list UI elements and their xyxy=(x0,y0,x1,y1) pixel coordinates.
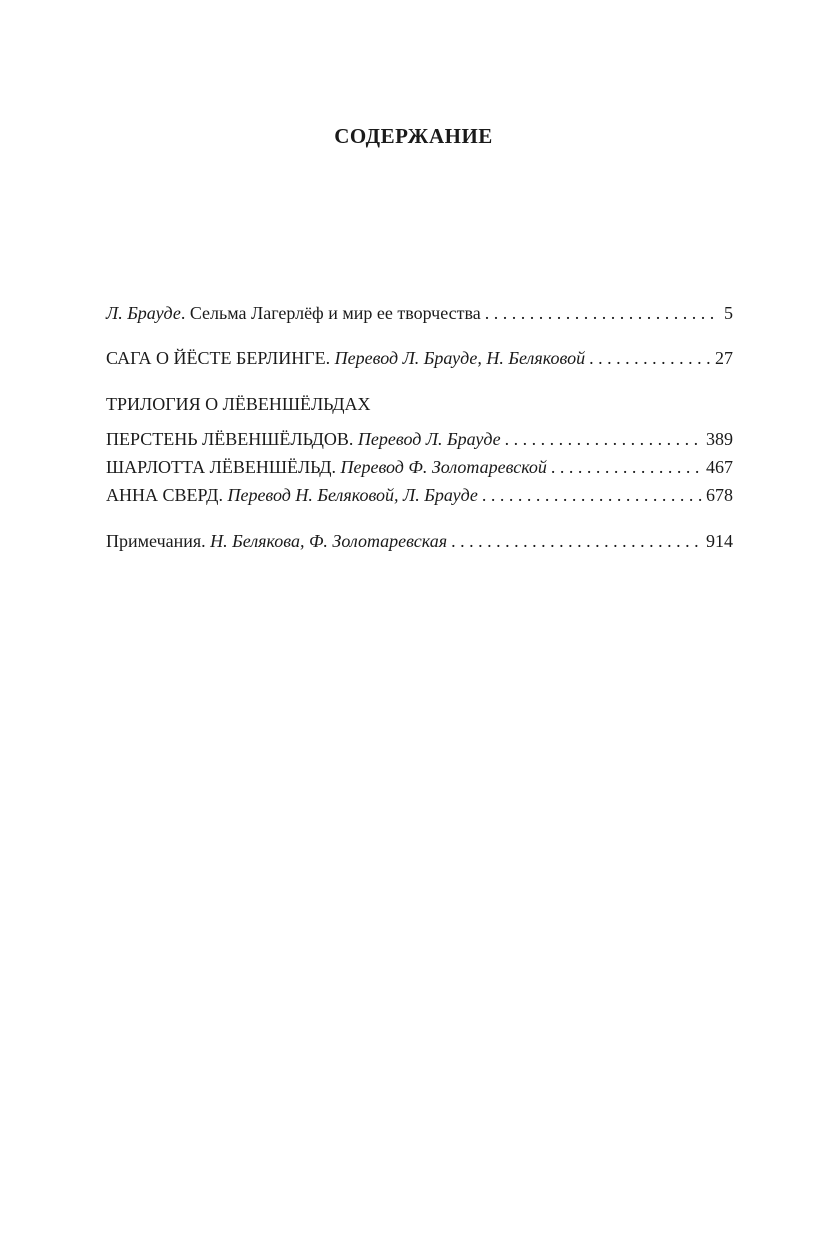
leader-dots xyxy=(589,346,711,370)
toc-entry-notes[interactable] xyxy=(106,529,733,553)
toc-entry-heading: ШАРЛОТТА ЛЁВЕНШЁЛЬД. xyxy=(106,457,341,477)
leader-dots xyxy=(505,427,702,451)
leader-dots xyxy=(551,455,702,479)
leader-dots xyxy=(485,301,720,325)
toc-entry-page: 678 xyxy=(706,485,733,505)
toc-entry-saga[interactable] xyxy=(106,346,733,370)
toc-entry-title xyxy=(106,301,481,325)
toc-entry-translator: Перевод Л. Брауде, Н. Беляковой xyxy=(334,348,586,368)
toc-entry-title xyxy=(106,483,478,507)
toc-entry-authors: Н. Белякова, Ф. Золотаревская xyxy=(210,531,448,551)
toc-entry-heading: САГА О ЙЁСТЕ БЕРЛИНГЕ. xyxy=(106,348,335,368)
toc-entry-translator: Перевод Н. Беляковой, Л. Брауде xyxy=(227,485,478,505)
toc-entry-author: Л. Брауде xyxy=(106,303,181,323)
toc-entry-translator: Перевод Л. Брауде xyxy=(357,429,501,449)
toc-entry-translator: Перевод Ф. Золотаревской xyxy=(340,457,547,477)
toc-entry-title xyxy=(106,346,585,370)
toc-entry-page: 914 xyxy=(706,531,733,551)
toc-entry-heading: . Сельма Лагерлёф и мир ее творчества xyxy=(180,303,481,323)
toc-entry-trilogy-3[interactable] xyxy=(106,483,733,507)
toc-entry-trilogy-1[interactable] xyxy=(106,427,733,451)
leader-dots xyxy=(482,483,702,507)
toc-entry-title xyxy=(106,529,447,553)
toc-entry-trilogy-2[interactable] xyxy=(106,455,733,479)
toc-entry-page: 467 xyxy=(706,457,733,477)
toc-entry-title xyxy=(106,427,501,451)
section-heading-trilogy: ТРИЛОГИЯ О ЛЁВЕНШЁЛЬДАХ xyxy=(106,394,371,414)
toc-entry-intro[interactable] xyxy=(106,301,733,325)
page-title: СОДЕРЖАНИЕ xyxy=(334,124,493,148)
toc-entry-heading: АННА СВЕРД. xyxy=(106,485,228,505)
toc-entry-heading: Примечания. xyxy=(106,531,211,551)
toc-entry-page: 5 xyxy=(724,303,733,323)
leader-dots xyxy=(451,529,702,553)
toc-entry-title xyxy=(106,455,547,479)
toc-entry-heading: ПЕРСТЕНЬ ЛЁВЕНШЁЛЬДОВ. xyxy=(106,429,358,449)
toc-entry-page: 389 xyxy=(706,429,733,449)
toc-entry-page: 27 xyxy=(715,348,733,368)
